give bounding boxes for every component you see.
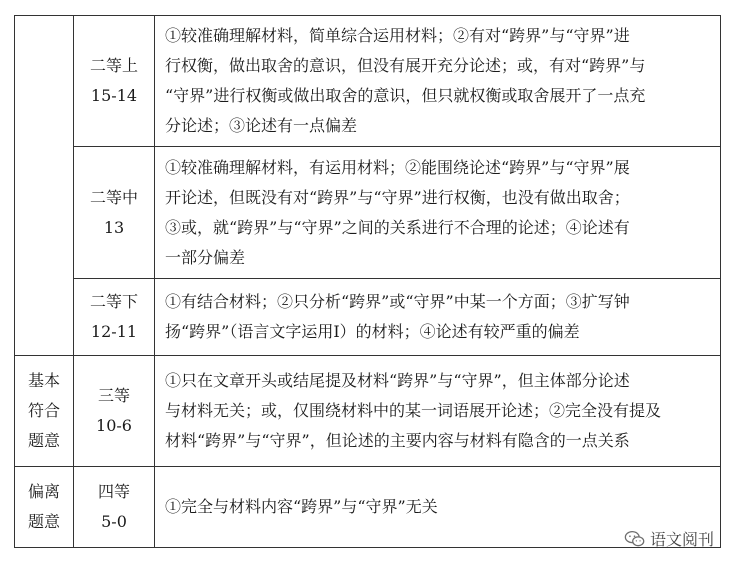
category-line: 题意 xyxy=(27,512,60,531)
grade-name: 二等中 xyxy=(89,187,138,207)
grade-score: 13 xyxy=(103,217,125,237)
description-line: ①有结合材料；②只分析“跨界”或“守界”中某一个方面；③扩写钟 xyxy=(165,292,630,311)
grade-cell xyxy=(74,279,154,355)
description-line: ③或，就“跨界”与“守界”之间的关系进行不合理的论述；④论述有 xyxy=(165,217,630,237)
category-line: 题意 xyxy=(27,431,60,450)
grade-cell xyxy=(74,16,154,146)
description-line: ①完全与材料内容“跨界”与“守界”无关 xyxy=(165,497,438,516)
grading-table xyxy=(14,15,721,548)
category-cell xyxy=(15,467,73,547)
grade-cell xyxy=(74,356,154,466)
description-cell xyxy=(155,147,720,278)
description-line: 开论述，但既没有对“跨界”与“守界”进行权衡，也没有做出取舍； xyxy=(165,187,630,207)
grade-score: 15-14 xyxy=(90,86,138,105)
description-line: 与材料无关；或，仅围绕材料中的某一词语展开论述；②完全没有提及 xyxy=(165,401,662,420)
grade-cell xyxy=(74,467,154,547)
grade-cell xyxy=(74,147,154,278)
description-line: 行权衡，做出取舍的意识，但没有展开充分论述；或，有对“跨界”与 xyxy=(165,56,646,75)
grade-name: 三等 xyxy=(97,386,130,405)
description-cell xyxy=(155,279,720,355)
grade-name: 二等上 xyxy=(89,56,138,75)
grade-score: 12-11 xyxy=(90,322,138,341)
category-line: 偏离 xyxy=(27,482,60,501)
description-cell xyxy=(155,16,720,146)
description-line: 扬“跨界”（语言文字运用Ⅰ）的材料；④论述有较严重的偏差 xyxy=(165,322,580,341)
description-cell xyxy=(155,356,720,466)
wechat-icon xyxy=(624,528,646,550)
watermark xyxy=(624,527,714,550)
grade-name: 四等 xyxy=(97,482,130,501)
grade-score: 10-6 xyxy=(96,416,132,435)
grade-score: 5-0 xyxy=(101,512,127,531)
description-line: “守界”进行权衡或做出取舍的意识，但只就权衡或取舍展开了一点充 xyxy=(165,86,646,105)
category-line: 符合 xyxy=(27,401,60,420)
description-line: ①较准确理解材料，有运用材料；②能围绕论述“跨界”与“守界”展 xyxy=(165,157,630,177)
watermark-text: 语文阅刊 xyxy=(649,530,714,549)
category-line: 基本 xyxy=(27,371,60,390)
description-line: 分论述；③论述有一点偏差 xyxy=(165,116,358,135)
description-line: 一部分偏差 xyxy=(165,247,246,267)
description-line: ①较准确理解材料，简单综合运用材料；②有对“跨界”与“守界”进 xyxy=(165,26,630,45)
description-line: 材料“跨界”与“守界”，但论述的主要内容与材料有隐含的一点关系 xyxy=(165,431,630,450)
category-cell xyxy=(15,356,73,466)
description-line: ①只在文章开头或结尾提及材料“跨界”与“守界”，但主体部分论述 xyxy=(165,371,630,390)
grade-name: 二等下 xyxy=(89,292,138,311)
